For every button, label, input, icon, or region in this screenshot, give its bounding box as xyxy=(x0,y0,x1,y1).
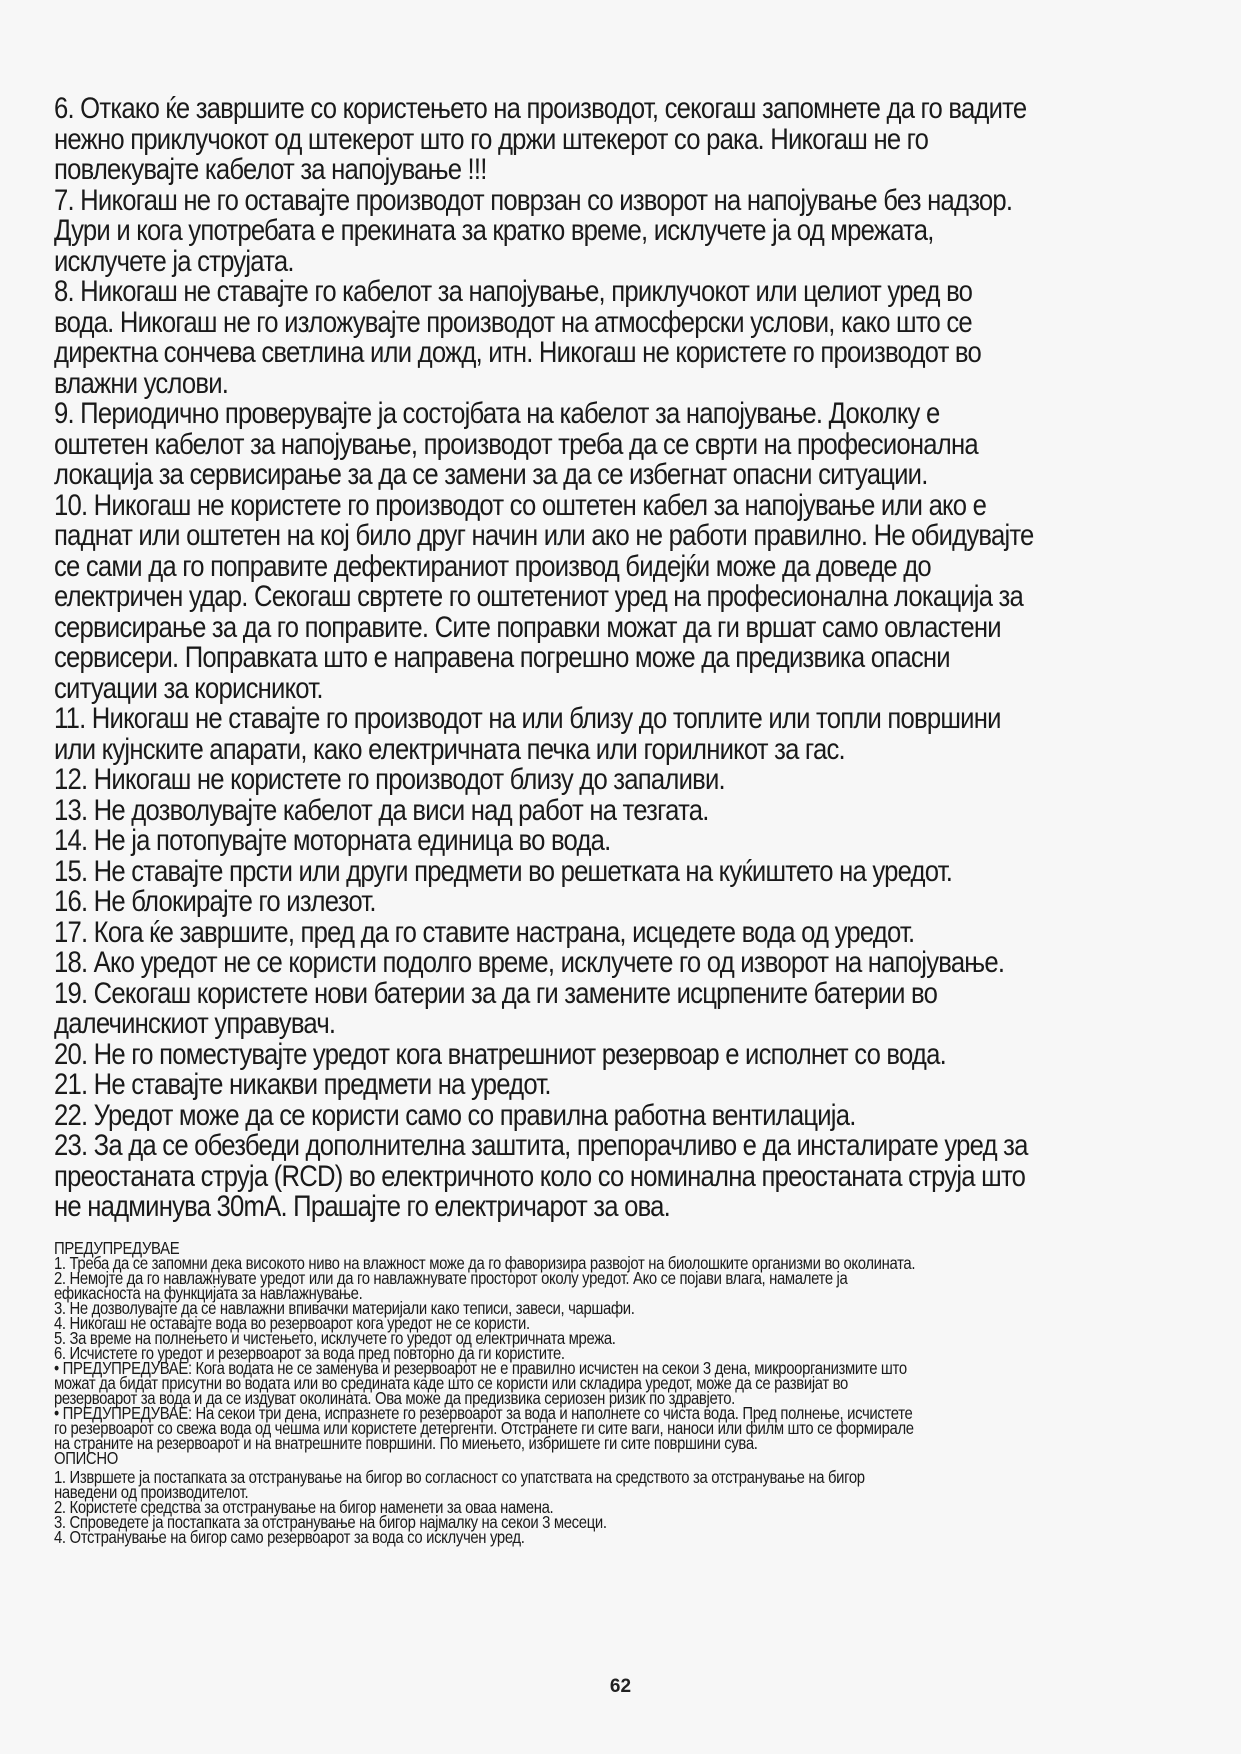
warning-line: на страните на резервоарот и на внатрешните површини. По миењето, избришете ги сите површини сува. xyxy=(54,1433,758,1453)
instruction-line: 17. Кога ќе завршите, пред да го ставите настрана, исцедете вода од уредот. xyxy=(54,915,915,949)
instruction-line: 15. Не ставајте прсти или други предмети во решетката на куќиштето на уредот. xyxy=(54,854,953,888)
instruction-line: повлекувајте кабелот за напојување !!! xyxy=(54,153,487,186)
instruction-line: 22. Уредот може да се користи само со правилна работна вентилација. xyxy=(54,1098,856,1132)
instruction-line: 13. Не дозволувајте кабелот да виси над работ на тезгата. xyxy=(54,793,709,827)
warning-line: 6. Исчистете го уредот и резервоарот за вода пред повторно да ги користите. xyxy=(54,1343,565,1363)
instruction-line: 23. За да се обезбеди дополнителна заштита, препорачливо е да инсталирате уред за xyxy=(54,1129,1028,1162)
instruction-line: 14. Не ја потопувајте моторната единица во вода. xyxy=(54,824,611,857)
warning-line: го резервоарот со свежа вода од чешма или користете детергенти. Отстранете ги сите ваги, наноси или филм што се формирале xyxy=(54,1418,914,1438)
instruction-line: 6. Откако ќе завршите со користењето на производот, секогаш запомнете да го вадите xyxy=(54,92,1027,125)
instruction-line: сервисирање за да го поправите. Сите поправки можат да ги вршат само овластени xyxy=(54,610,1001,644)
description-line: 3. Спроведете ја постапката за отстранување на бигор најмалку на секои 3 месеци. xyxy=(54,1512,607,1532)
instruction-line: или кујнските апарати, како електричната печка или горилникот за гас. xyxy=(54,732,845,766)
instruction-line: исклучете ја струјата. xyxy=(54,244,294,278)
instruction-line: Дури и кога употребата е прекината за кратко време, исклучете ја од мрежата, xyxy=(54,214,934,247)
instruction-line: далечинскиот управувач. xyxy=(54,1007,336,1040)
instruction-line: 9. Периодично проверувајте ја состојбата на кабелот за напојување. Доколку е xyxy=(54,397,940,430)
description-heading: ОПИСНО xyxy=(54,1448,118,1468)
warning-line: ефикасноста на функцијата за навлажнување. xyxy=(54,1283,363,1303)
warning-line: • ПРЕДУПРЕДУВАЕ: На секои три дена, испразнете го резервоарот за вода и наполнете со чиста вода. Пред полнење, исчистете xyxy=(54,1403,913,1423)
description-list xyxy=(54,1467,1189,1547)
instruction-line: 19. Секогаш користете нови батерии за да ги замените исцрпените батерии во xyxy=(54,976,938,1010)
instruction-line: оштетен кабелот за напојување, производот треба да се сврти на професионална xyxy=(54,427,978,461)
description-line: наведени од производителот. xyxy=(54,1482,249,1502)
warning-line: 5. За време на полнењето и чистењето, исклучете го уредот од електричната мрежа. xyxy=(54,1328,616,1348)
warning-line: 4. Никогаш не оставајте вода во резервоарот кога уредот не се користи. xyxy=(54,1313,530,1333)
warning-line: 2. Немојте да го навлажнувате уредот или да го навлажнувате просторот околу уредот. Ако се појави влага, намалете ја xyxy=(54,1268,848,1288)
instruction-line: локација за сервисирање за да се замени за да се избегнат опасни ситуации. xyxy=(54,458,928,491)
instruction-line: се сами да го поправите дефектираниот производ бидејќи може да доведе до xyxy=(54,549,931,583)
warning-line: 1. Треба да се запомни дека високото ниво на влажност може да го фаворизира развојот на биолошките организми во околината. xyxy=(54,1253,916,1273)
instruction-line: 21. Не ставајте никакви предмети на уредот. xyxy=(54,1068,551,1101)
warning-heading: ПРЕДУПРЕДУВАЕ xyxy=(54,1238,180,1258)
instruction-line: паднат или оштетен на кој било друг начин или ако не работи правилно. Не обидувајте xyxy=(54,519,1034,552)
warning-line: • ПРЕДУПРЕДУВАЕ: Кога водата не се заменува и резервоарот не е правилно исчистен на секои 3 дена, микроорганизмите што xyxy=(54,1358,907,1378)
instruction-line: 11. Никогаш не ставајте го производот на или близу до топлите или топли површини xyxy=(54,702,1001,735)
description-line: 4. Отстранување на бигор само резервоарот за вода со исклучен уред. xyxy=(54,1527,525,1547)
safety-instructions-list xyxy=(54,94,1189,1223)
instruction-line: 20. Не го поместувајте уредот кога внатрешниот резервоар е исполнет со вода. xyxy=(54,1037,946,1071)
instruction-line: сервисери. Поправката што е направена погрешно може да предизвика опасни xyxy=(54,641,950,674)
warning-line: резервоарот за вода и да се издуват околината. Ова може да предизвика сериозен ризик по здравјето. xyxy=(54,1388,735,1408)
description-line: 2. Користете средства за отстранување на бигор наменети за оваа намена. xyxy=(54,1497,554,1517)
instruction-line: вода. Никогаш не го изложувајте производот на атмосферски услови, како што се xyxy=(54,305,972,339)
warning-line: можат да бидат присутни во водата или во средината каде што се користи или складира уредот, може да се развијат во xyxy=(54,1373,848,1393)
warning-line: 3. Не дозволувајте да се навлажни впивачки материјали како теписи, завеси, чаршафи. xyxy=(54,1298,635,1318)
instruction-line: не надминува 30mA. Прашајте го електричарот за ова. xyxy=(54,1190,671,1223)
instruction-line: 12. Никогаш не користете го производот близу до запаливи. xyxy=(54,763,725,796)
warning-list xyxy=(54,1253,1189,1453)
instruction-line: 7. Никогаш не го оставајте производот поврзан со изворот на напојување без надзор. xyxy=(54,183,1013,217)
instruction-line: 18. Ако уредот не се користи подолго време, исклучете го од изворот на напојување. xyxy=(54,946,1005,979)
instruction-line: електричен удар. Секогаш свртете го оштетениот уред на професионална локација за xyxy=(54,580,1024,613)
instruction-line: нежно приклучокот од штекерот што го држи штекерот со рака. Никогаш не го xyxy=(54,122,929,156)
instruction-line: 8. Никогаш не ставајте го кабелот за напојување, приклучокот или целиот уред во xyxy=(54,275,973,308)
notes-section xyxy=(54,1238,1189,1547)
instruction-line: директна сончева светлина или дожд, итн. Никогаш не користете го производот во xyxy=(54,336,981,369)
instruction-line: влажни услови. xyxy=(54,366,229,400)
description-line: 1. Извршете ја постапката за отстранување на бигор во согласност со упатствата на средството за отстранување на бигор xyxy=(54,1467,865,1487)
page-number: 62 xyxy=(609,1676,632,1697)
instruction-line: 10. Никогаш не користете го производот со оштетен кабел за напојување или ако е xyxy=(54,488,987,522)
instruction-line: 16. Не блокирајте го излезот. xyxy=(54,885,376,918)
instruction-line: преостаната струја (RCD) во електричното коло со номинална преостаната струја што xyxy=(54,1159,1026,1193)
instruction-line: ситуации за корисникот. xyxy=(54,671,323,705)
